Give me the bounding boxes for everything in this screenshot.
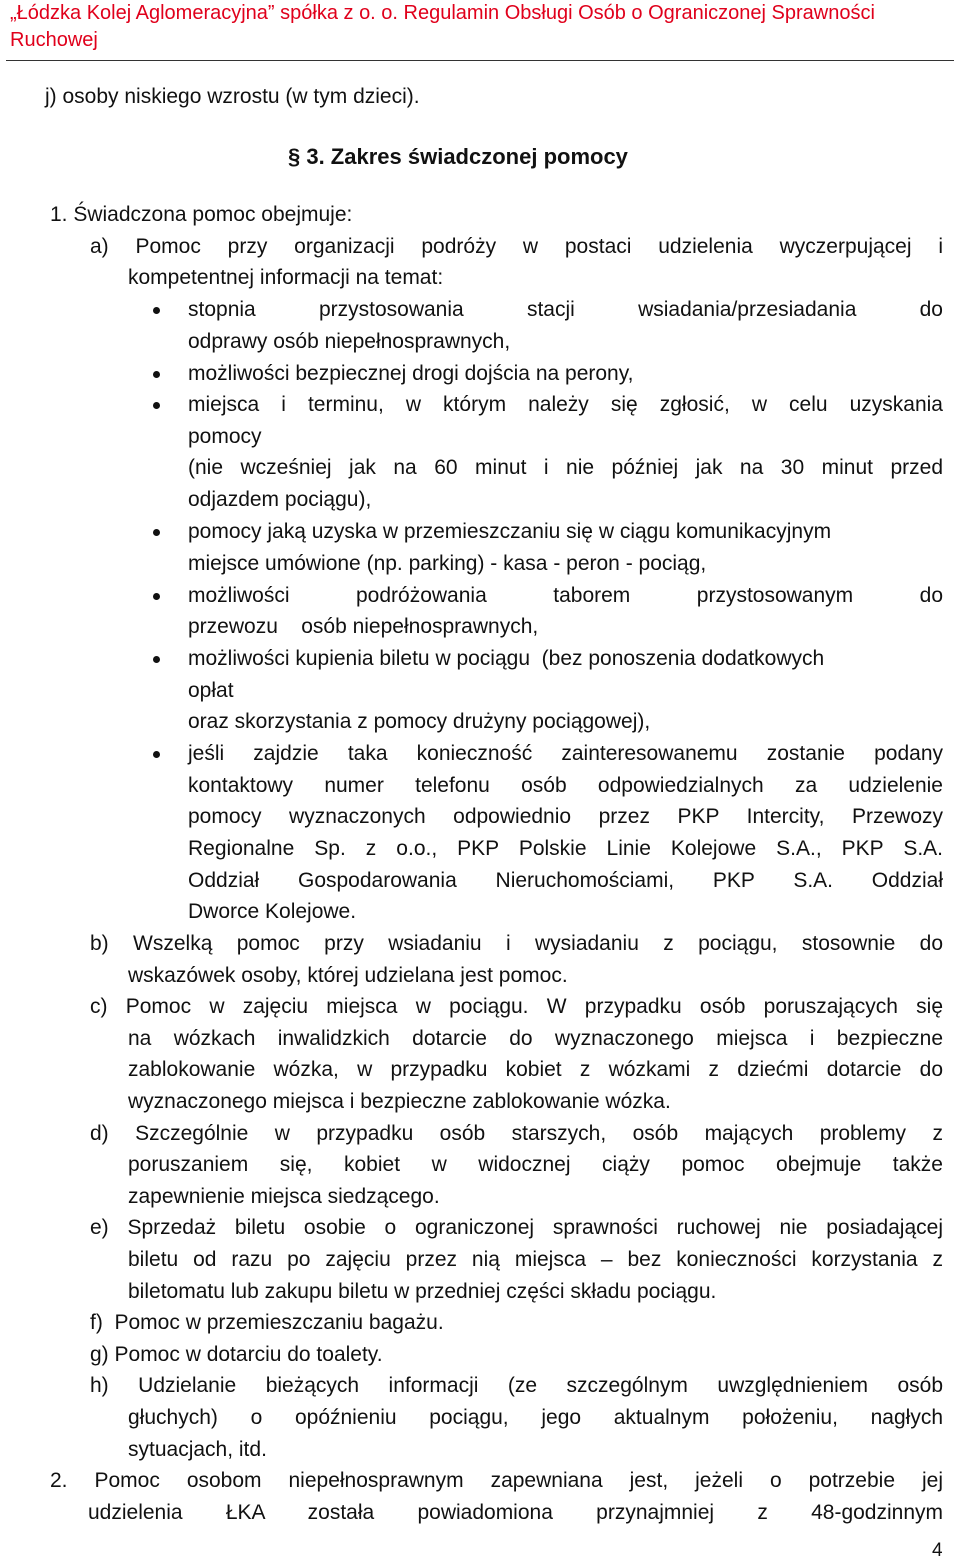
page-number: 4: [932, 1540, 943, 1561]
document-header: [10, 0, 950, 54]
item-h-line-1: h) Udzielanie bieżących informacji (ze szczególnym uwzględnieniem osób: [90, 1374, 943, 1397]
bullet-icon: [153, 402, 160, 409]
item-h-line-2: głuchych) o opóźnieniu pociągu, jego aktualnym położeniu, nagłych: [128, 1406, 943, 1429]
bullet-icon: [153, 593, 160, 600]
section-title: § 3. Zakres świadczonej pomocy: [288, 144, 628, 169]
bullet-7-line-6: Dworce Kolejowe.: [188, 900, 357, 923]
bullet-5-line-1: możliwości podróżowania taborem przystosowanym do: [188, 584, 943, 607]
item-c-line-1: c) Pomoc w zajęciu miejsca w pociągu. W przypadku osób poruszających się: [90, 995, 943, 1018]
item-e-line-3: biletomatu lub zakupu biletu w przedniej części składu pociągu.: [128, 1280, 717, 1303]
item-a-line-1: a) Pomoc przy organizacji podróży w postaci udzielenia wyczerpującej i: [90, 235, 943, 258]
item-d-line-1: d) Szczególnie w przypadku osób starszych, osób mających problemy z: [90, 1122, 943, 1145]
bullet-6-line-2: opłat: [188, 679, 234, 702]
bullet-1-line-2: odprawy osób niepełnosprawnych,: [188, 330, 511, 353]
bullet-6-line-3: oraz skorzystania z pomocy drużyny pociągowej),: [188, 710, 651, 733]
bullet-6-line-1: możliwości kupienia biletu w pociągu (bez ponoszenia dodatkowych: [188, 647, 825, 670]
bullet-4-line-1: pomocy jaką uzyska w przemieszczaniu się w ciągu komunikacyjnym: [188, 520, 832, 543]
bullet-7-line-3: pomocy wyznaczonych odpowiednio przez PKP Intercity, Przewozy: [188, 805, 943, 828]
item-e-line-1: e) Sprzedaż biletu osobie o ograniczonej sprawności ruchowej nie posiadającej: [90, 1216, 943, 1239]
list-item-j: j) osoby niskiego wzrostu (w tym dzieci).: [45, 85, 420, 108]
item-a-line-2: kompetentnej informacji na temat:: [128, 266, 444, 289]
paragraph-2-line-1: 2. Pomoc osobom niepełnosprawnym zapewniana jest, jeżeli o potrzebie jej: [50, 1469, 943, 1492]
bullet-5-line-2: przewozu osób niepełnosprawnych,: [188, 615, 539, 638]
item-b-line-1: b) Wszelką pomoc przy wsiadaniu i wysiadaniu z pociągu, stosownie do: [90, 932, 943, 955]
bullet-icon: [153, 371, 160, 378]
bullet-3-line-1: miejsca i terminu, w którym należy się zgłosić, w celu uzyskania: [188, 393, 943, 416]
bullet-icon: [153, 751, 160, 758]
item-c-line-3: zablokowanie wózka, w przypadku kobiet z wózkami z dziećmi dotarcie do: [128, 1058, 943, 1081]
header-divider: [6, 60, 954, 61]
bullet-3-line-2: pomocy: [188, 425, 262, 448]
item-b-line-2: wskazówek osoby, której udzielana jest pomoc.: [128, 964, 568, 987]
bullet-7-line-4: Regionalne Sp. z o.o., PKP Polskie Linie Kolejowe S.A., PKP S.A.: [188, 837, 943, 860]
paragraph-2-line-2: udzielenia ŁKA została powiadomiona przynajmniej z 48-godzinnym: [88, 1501, 943, 1524]
bullet-3-line-3: (nie wcześniej jak na 60 minut i nie później jak na 30 minut przed: [188, 456, 943, 479]
bullet-7-line-2: kontaktowy numer telefonu osób odpowiedzialnych za udzielenie: [188, 774, 943, 797]
header-line-2: Ruchowej: [10, 29, 98, 51]
bullet-icon: [153, 529, 160, 536]
bullet-3-line-4: odjazdem pociągu),: [188, 488, 372, 511]
item-d-line-2: poruszaniem się, kobiet w widocznej ciąży pomoc obejmuje także: [128, 1153, 943, 1176]
bullet-icon: [153, 307, 160, 314]
item-e-line-2: biletu od razu po zajęciu przez nią miejsca – bez konieczności korzystania z: [128, 1248, 943, 1271]
header-line-1: „Łódzka Kolej Aglomeracyjna” spółka z o. o. Regulamin Obsługi Osób o Ograniczonej Sprawności: [10, 2, 875, 24]
item-c-line-2: na wózkach inwalidzkich dotarcie do wyznaczonego miejsca i bezpieczne: [128, 1027, 943, 1050]
item-f: f) Pomoc w przemieszczaniu bagażu.: [90, 1311, 444, 1334]
bullet-2-line-1: możliwości bezpiecznej drogi dojścia na perony,: [188, 362, 634, 385]
bullet-4-line-2: miejsce umówione (np. parking) - kasa - peron - pociąg,: [188, 552, 707, 575]
item-g: g) Pomoc w dotarciu do toalety.: [90, 1343, 383, 1366]
item-d-line-3: zapewnienie miejsca siedzącego.: [128, 1185, 440, 1208]
paragraph-1-intro: 1. Świadczona pomoc obejmuje:: [50, 203, 353, 226]
bullet-7-line-1: jeśli zajdzie taka konieczność zainteresowanemu zostanie podany: [188, 742, 943, 765]
item-h-line-3: sytuacjach, itd.: [128, 1438, 267, 1461]
bullet-1-line-1: stopnia przystosowania stacji wsiadania/przesiadania do: [188, 298, 943, 321]
bullet-icon: [153, 656, 160, 663]
bullet-7-line-5: Oddział Gospodarowania Nieruchomościami, PKP S.A. Oddział: [188, 869, 943, 892]
item-c-line-4: wyznaczonego miejsca i bezpieczne zablokowanie wózka.: [128, 1090, 671, 1113]
